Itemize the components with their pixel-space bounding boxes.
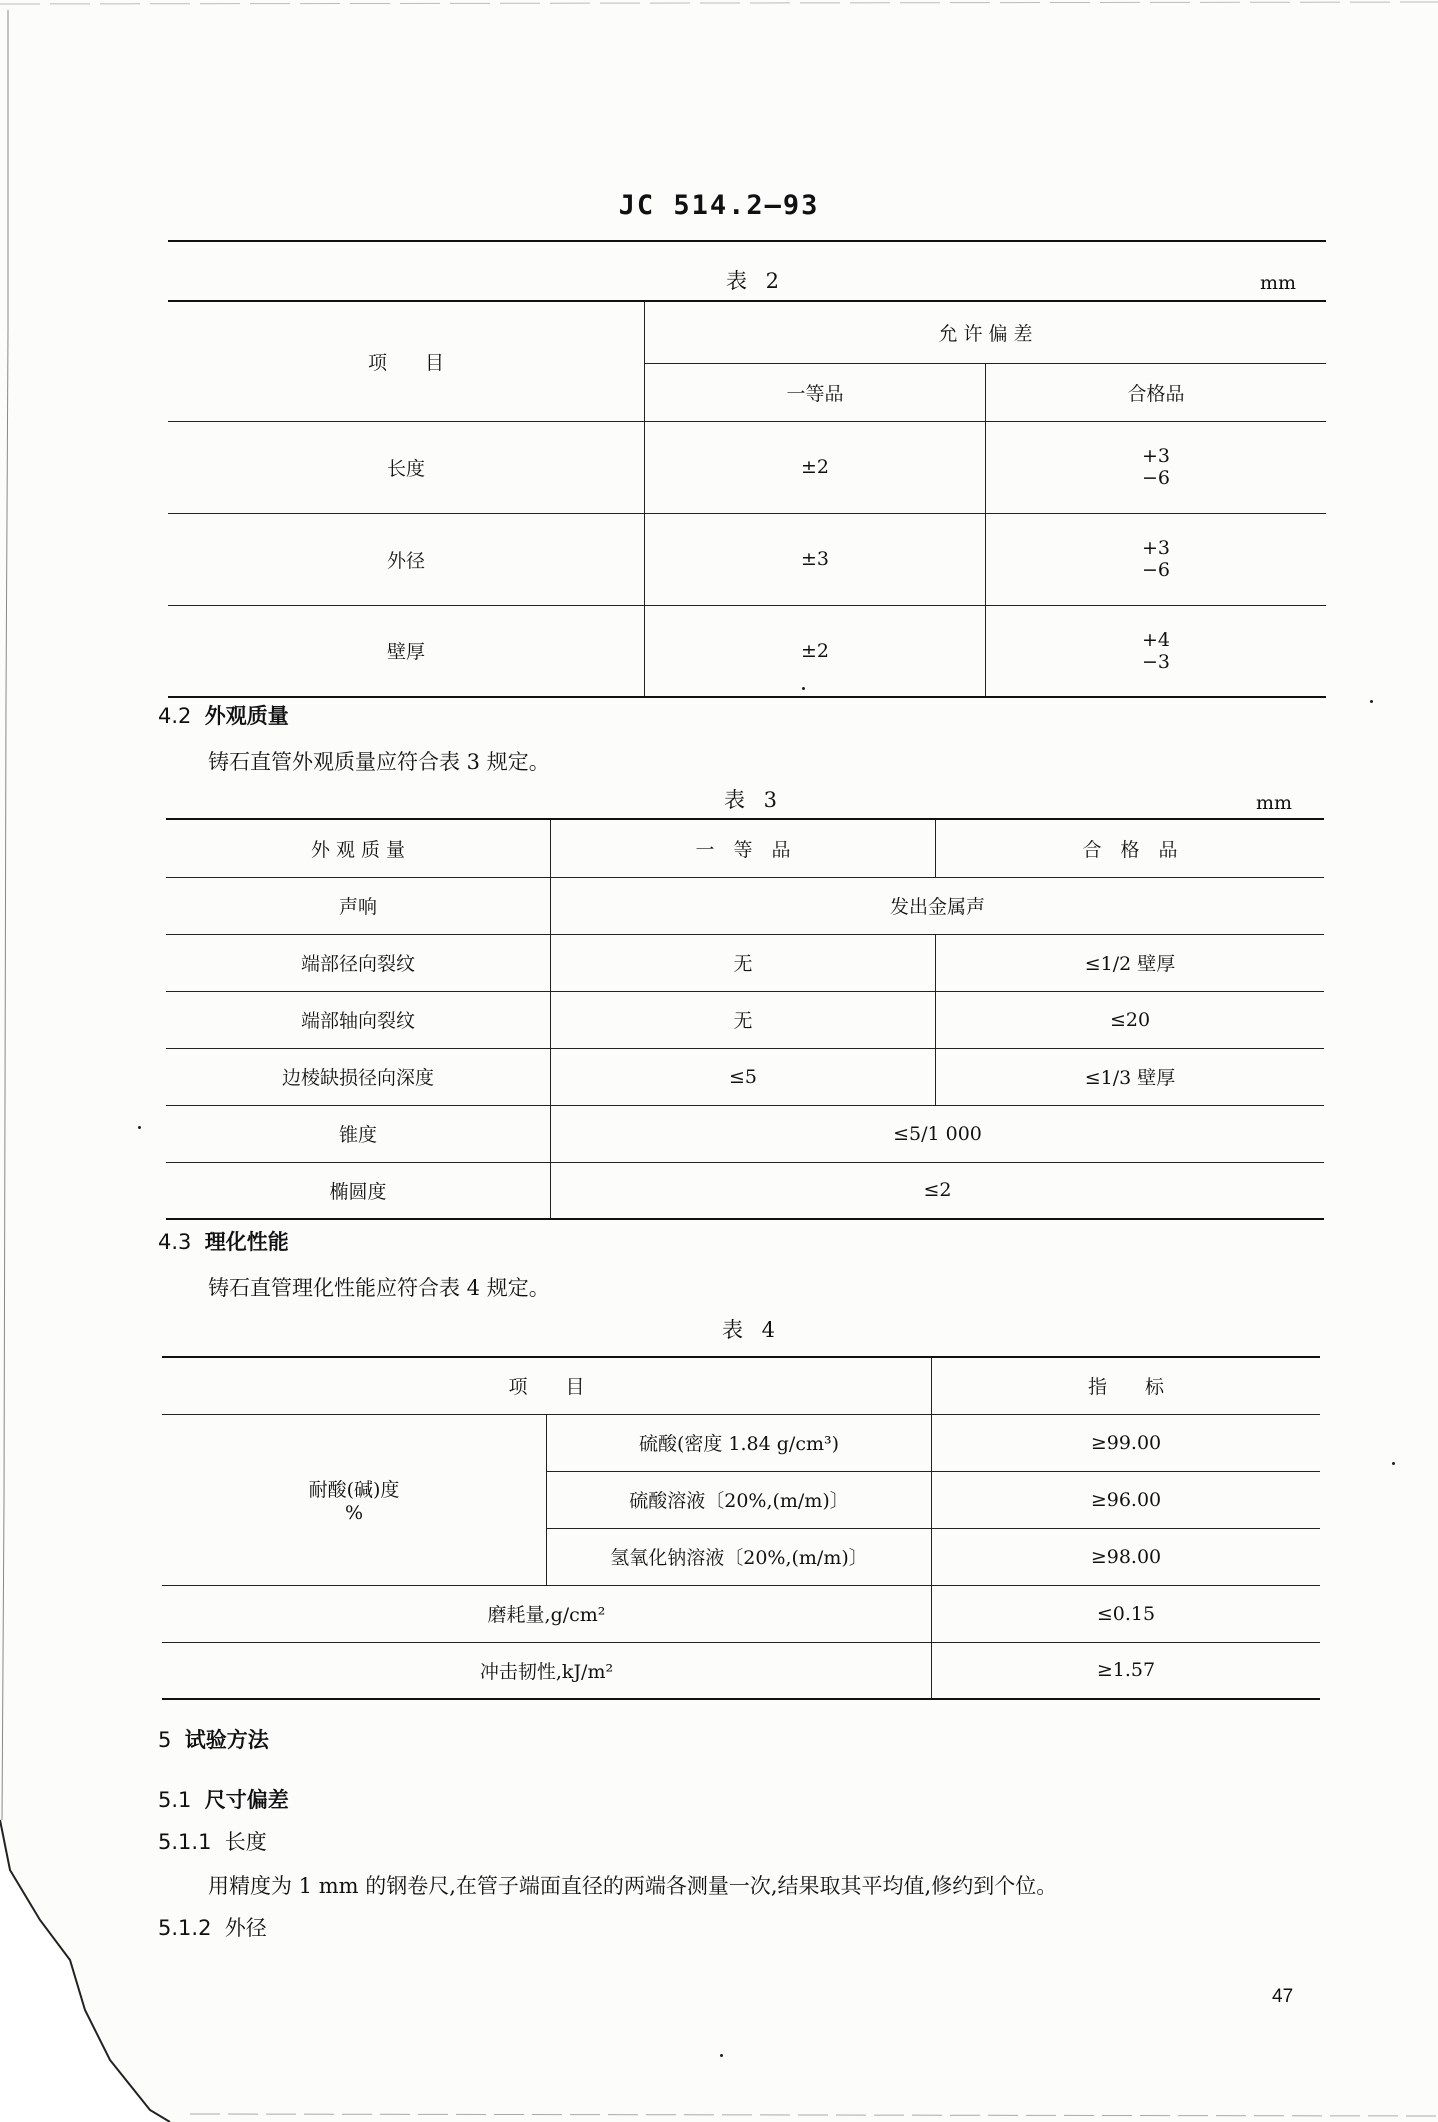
table4-value: ≤0.15 [932, 1585, 1321, 1642]
section-number: 5.1.1 [158, 1830, 212, 1854]
section-title: 理化性能 [204, 1230, 289, 1254]
section-number: 5.1 [158, 1788, 192, 1812]
table2-item: 壁厚 [168, 605, 645, 697]
table4-value: ≥98.00 [932, 1528, 1321, 1585]
table3-item: 边棱缺损径向深度 [166, 1048, 551, 1105]
tolerance-lower: −3 [1141, 650, 1170, 673]
table4-value: ≥99.00 [932, 1414, 1321, 1471]
scan-speck [802, 687, 805, 690]
table-row [162, 1585, 1320, 1642]
tolerance-upper: +3 [1141, 537, 1170, 559]
tolerance-lower: −6 [1141, 467, 1170, 489]
section-4-2-text: 铸石直管外观质量应符合表 3 规定。 [208, 750, 550, 774]
table3-merged: 发出金属声 [551, 877, 1325, 934]
table4-sub-label: 硫酸溶液〔20%,(m/m)〕 [547, 1471, 932, 1528]
table4-value: ≥1.57 [932, 1642, 1321, 1699]
table4 [162, 1356, 1320, 1700]
section-5-1-1-heading [158, 1826, 267, 1856]
table2-unit: mm [1260, 272, 1297, 294]
table2-grade1: ±2 [645, 421, 986, 513]
table2-item: 长度 [168, 421, 645, 513]
table4-caption: 表 4 [722, 1318, 782, 1342]
table3-item: 锥度 [166, 1105, 551, 1162]
section-title: 尺寸偏差 [204, 1788, 289, 1812]
document-header: JC 514.2—93 [618, 190, 820, 221]
table-row [166, 1162, 1324, 1219]
table-row [166, 877, 1324, 934]
table2-grade2 [986, 421, 1327, 513]
group-label: 耐酸(碱)度 [308, 1479, 400, 1501]
section-5-1-heading [158, 1784, 289, 1814]
section-4-2-heading [158, 700, 289, 730]
table2-grade1: ±2 [645, 605, 986, 697]
section-number: 5.1.2 [158, 1916, 212, 1940]
tolerance-upper: +4 [1141, 628, 1170, 651]
table4-row-label: 冲击韧性,kJ/m² [162, 1642, 932, 1699]
scan-speck [1392, 1462, 1395, 1465]
table3-item: 端部径向裂纹 [166, 934, 551, 991]
page-number: 47 [1272, 1986, 1294, 2007]
table2 [168, 300, 1326, 698]
section-number: 5 [158, 1728, 172, 1752]
table-row [162, 1642, 1320, 1699]
table-row [166, 934, 1324, 991]
section-5-heading [158, 1724, 269, 1754]
tolerance-upper: +3 [1141, 445, 1170, 467]
table3-merged: ≤2 [551, 1162, 1325, 1219]
table3-item: 声响 [166, 877, 551, 934]
table3-grade2: ≤1/3 壁厚 [936, 1048, 1325, 1105]
table3-header-grade2: 合 格 品 [936, 819, 1325, 877]
table4-sub-label: 氢氧化钠溶液〔20%,(m/m)〕 [547, 1528, 932, 1585]
section-title: 长度 [224, 1830, 267, 1854]
table2-header-grade2: 合格品 [986, 363, 1327, 421]
scan-speck [720, 2054, 723, 2057]
table4-group [162, 1414, 547, 1585]
table2-grade1: ±3 [645, 513, 986, 605]
group-unit: % [344, 1502, 364, 1524]
section-4-3-text: 铸石直管理化性能应符合表 4 规定。 [208, 1276, 550, 1300]
header-rule [168, 240, 1326, 242]
table2-header-grade1: 一等品 [645, 363, 986, 421]
table-row [162, 1414, 1320, 1471]
table4-header-item: 项 目 [162, 1357, 932, 1414]
table2-header-group: 允 许 偏 差 [645, 301, 1327, 363]
table-row [166, 991, 1324, 1048]
table4-header-index: 指 标 [932, 1357, 1321, 1414]
table-row [168, 513, 1326, 605]
table2-item: 外径 [168, 513, 645, 605]
section-5-1-1-text: 用精度为 1 mm 的钢卷尺,在管子端面直径的两端各测量一次,结果取其平均值,修约到个位。 [208, 1874, 1058, 1898]
table3-grade1: 无 [551, 934, 936, 991]
section-number: 4.2 [158, 704, 192, 728]
scan-speck [138, 1126, 141, 1129]
table3-grade2: ≤1/2 壁厚 [936, 934, 1325, 991]
table-row [168, 605, 1326, 697]
table3-grade1: 无 [551, 991, 936, 1048]
table3-header-item: 外 观 质 量 [166, 819, 551, 877]
table2-grade2 [986, 605, 1327, 697]
table3-grade1: ≤5 [551, 1048, 936, 1105]
section-title: 外径 [224, 1916, 267, 1940]
section-number: 4.3 [158, 1230, 192, 1254]
table-row [168, 421, 1326, 513]
scan-speck [1370, 700, 1373, 703]
table2-header-item: 项 目 [168, 301, 645, 421]
table3 [166, 818, 1324, 1220]
table3-item: 端部轴向裂纹 [166, 991, 551, 1048]
table3-header-grade1: 一 等 品 [551, 819, 936, 877]
table3-unit: mm [1256, 792, 1293, 814]
table-row [166, 1105, 1324, 1162]
section-title: 外观质量 [204, 704, 289, 728]
table4-value: ≥96.00 [932, 1471, 1321, 1528]
table3-merged: ≤5/1 000 [551, 1105, 1325, 1162]
table2-grade2 [986, 513, 1327, 605]
section-4-3-heading [158, 1226, 289, 1256]
section-title: 试验方法 [184, 1728, 269, 1752]
table4-sub-label: 硫酸(密度 1.84 g/cm³) [547, 1414, 932, 1471]
table3-caption: 表 3 [724, 788, 784, 812]
table3-item: 椭圆度 [166, 1162, 551, 1219]
section-5-1-2-heading [158, 1912, 267, 1942]
table3-grade2: ≤20 [936, 991, 1325, 1048]
table2-caption: 表 2 [726, 269, 786, 293]
table4-row-label: 磨耗量,g/cm² [162, 1585, 932, 1642]
table-row [166, 1048, 1324, 1105]
tolerance-lower: −6 [1141, 559, 1170, 581]
